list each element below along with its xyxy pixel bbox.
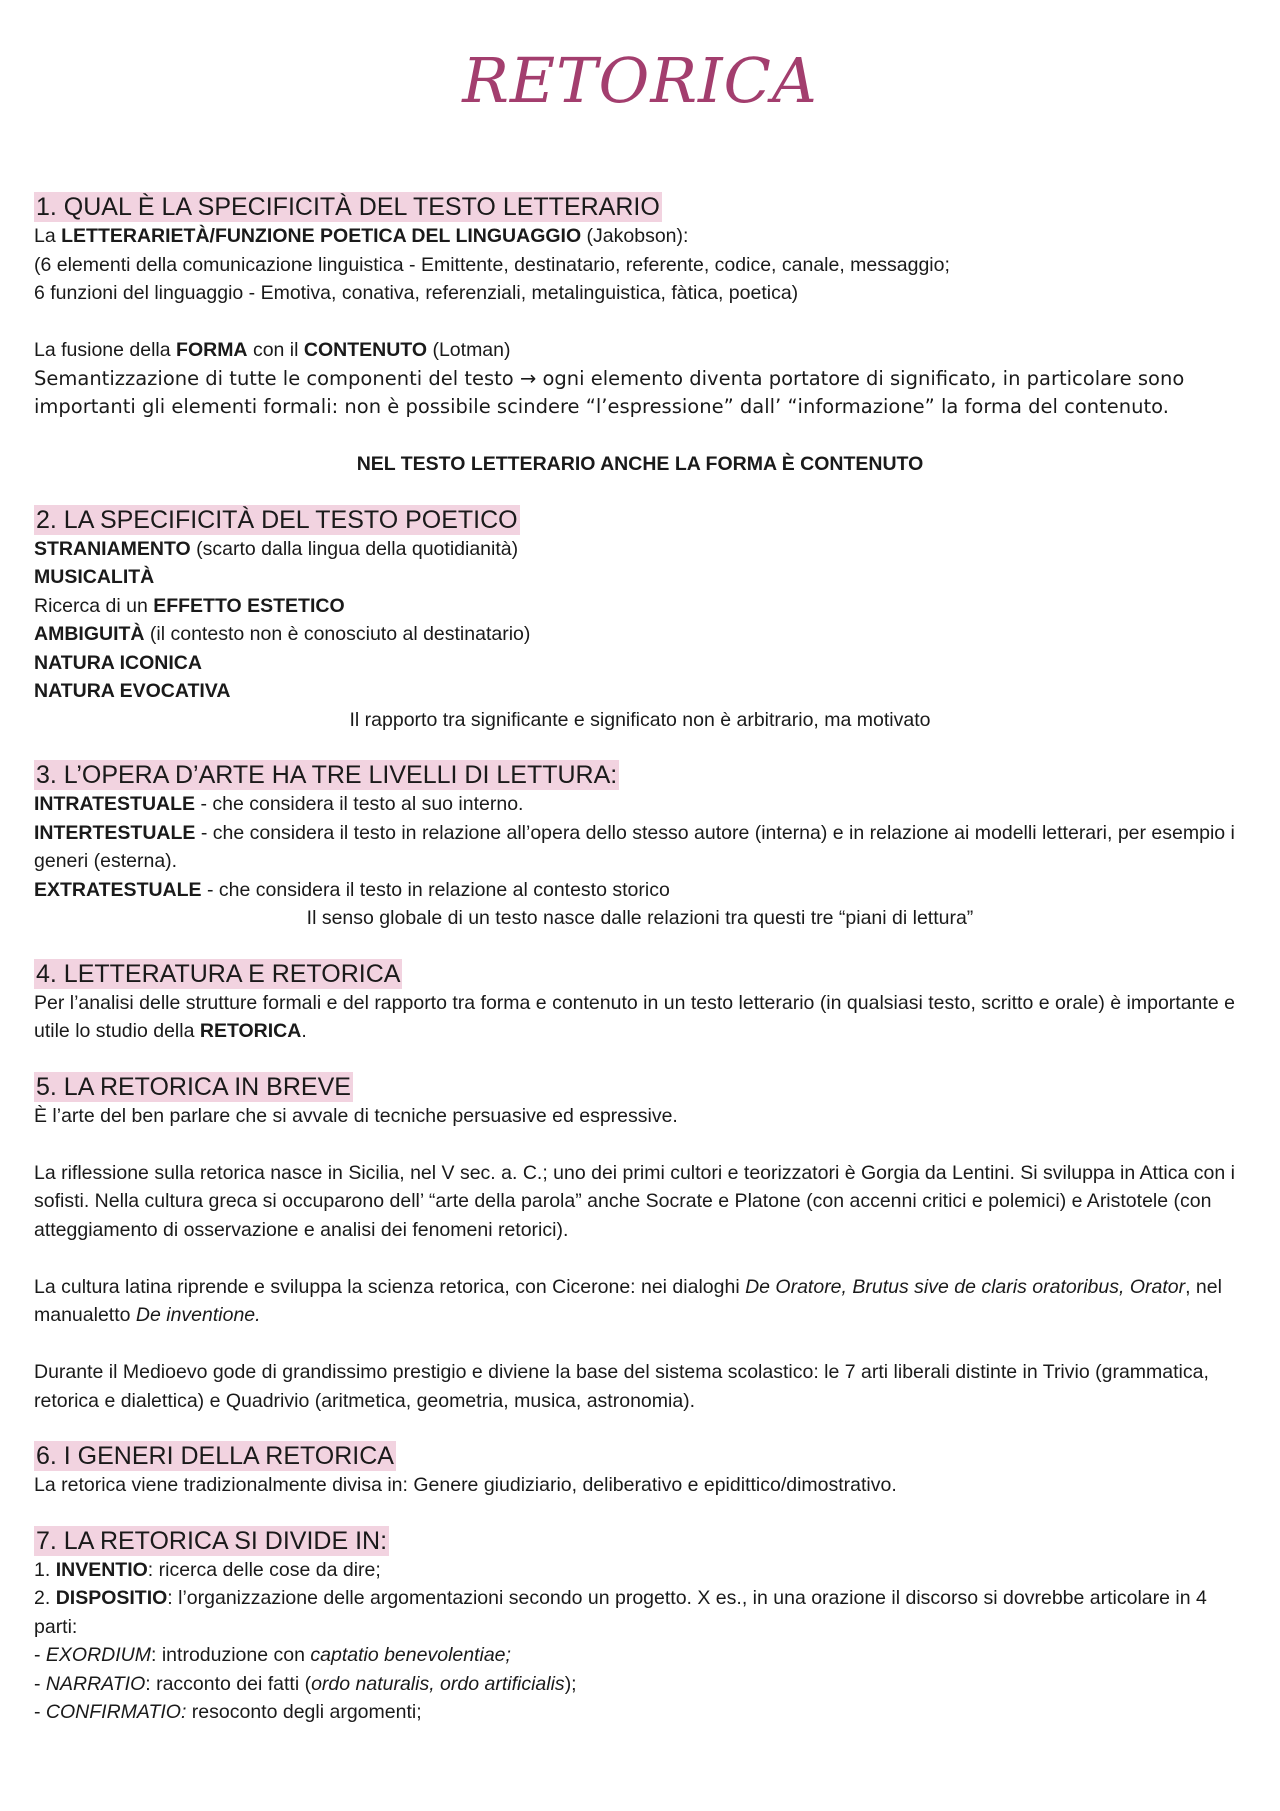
s4-paragraph: Per l’analisi delle strutture formali e del rapporto tra forma e contenuto in un testo letterario (in qualsiasi testo, scritto e orale) è importante e utile lo studio della RETORICA. (34, 991, 1235, 1042)
s7-item-2: 2. DISPOSITIO: l’organizzazione delle argomentazioni secondo un progetto. X es., in una orazione il discorso si dovrebbe articolare in 4 parti: (34, 1587, 1207, 1638)
section-1-heading: 1. QUAL È LA SPECIFICITÀ DEL TESTO LETTERARIO (36, 193, 660, 221)
s1-line-2: (6 elementi della comunicazione linguistica - Emittente, destinatario, referente, codice, canale, messaggio; (34, 253, 950, 276)
s2-item-2: MUSICALITÀ (34, 566, 155, 588)
s3-item-3: EXTRATESTUALE - che considera il testo in relazione al contesto storico (34, 878, 670, 901)
s2-item-6: NATURA EVOCATIVA (34, 680, 231, 702)
section-3-heading: 3. L’OPERA D’ARTE HA TRE LIVELLI DI LETTURA: (36, 761, 618, 789)
s2-item-3: Ricerca di un EFFETTO ESTETICO (34, 594, 345, 617)
section-7 (34, 1526, 1246, 1727)
s2-item-1: STRANIAMENTO (scarto dalla lingua della quotidianità) (34, 537, 519, 560)
section-5 (34, 1072, 1246, 1416)
s1-line-5: Semantizzazione di tutte le componenti del testo → ogni elemento diventa portatore di significato, in particolare sono importanti gli elementi formali: non è possibile scindere “l’espressione” dall’ “informazione” la forma del contenuto. (34, 366, 1185, 418)
section-5-heading: 5. LA RETORICA IN BREVE (36, 1072, 351, 1101)
s2-item-4: AMBIGUITÀ (il contesto non è conosciuto al destinatario) (34, 623, 531, 645)
s7-subitem-1: - EXORDIUM: introduzione con captatio benevolentiae; (34, 1644, 511, 1666)
s7-item-1: 1. INVENTIO: ricerca delle cose da dire; (34, 1558, 381, 1581)
section-4 (34, 959, 1246, 1046)
s5-paragraph-3: La cultura latina riprende e sviluppa la scienza retorica, con Cicerone: nei dialoghi De Oratore, Brutus sive de claris oratoribus, Orator, nel manualetto De inventione. (34, 1275, 1222, 1326)
section-3 (34, 760, 1246, 933)
section-4-heading: 4. LETTERATURA E RETORICA (36, 959, 401, 988)
section-2-heading: 2. LA SPECIFICITÀ DEL TESTO POETICO (36, 505, 518, 534)
s5-paragraph-1: È l’arte del ben parlare che si avvale di tecniche persuasive ed espressive. (34, 1104, 678, 1127)
s7-subitem-2: - NARRATIO: racconto dei fatti (ordo naturalis, ordo artificialis); (34, 1672, 577, 1695)
s1-line-3: 6 funzioni del linguaggio - Emotiva, conativa, referenziali, metalinguistica, fàtica, poetica) (34, 282, 799, 304)
section-6-heading: 6. I GENERI DELLA RETORICA (36, 1442, 394, 1470)
s5-paragraph-2: La riflessione sulla retorica nasce in Sicilia, nel V sec. a. C.; uno dei primi cultori e teorizzatori è Gorgia da Lentini. Si sviluppa in Attica con i sofisti. Nella cultura greca si occuparono dell’ “arte della parola” anche Socrate e Platone (con accenni critici e polemici) e Aristotele (con atteggiamento di osservazione e analisi dei fenomeni retorici). (34, 1161, 1235, 1241)
s1-line-4: La fusione della FORMA con il CONTENUTO (Lotman) (34, 339, 511, 361)
s3-item-1: INTRATESTUALE - che considera il testo al suo interno. (34, 793, 524, 815)
s3-center-statement: Il senso globale di un testo nasce dalle relazioni tra questi tre “piani di lettura” (306, 907, 974, 929)
s2-item-5: NATURA ICONICA (34, 651, 202, 674)
section-6 (34, 1441, 1246, 1500)
s2-center-statement: Il rapporto tra significante e significato non è arbitrario, ma motivato (349, 708, 931, 731)
section-2 (34, 505, 1246, 735)
s7-subitem-3: - CONFIRMATIO: resoconto degli argomenti; (34, 1701, 422, 1723)
s6-paragraph: La retorica viene tradizionalmente divisa in: Genere giudiziario, deliberativo e epidittico/dimostrativo. (34, 1474, 897, 1496)
s3-item-2: INTERTESTUALE - che considera il testo in relazione all’opera dello stesso autore (interna) e in relazione ai modelli letterari, per esempio i generi (esterna). (34, 821, 1235, 872)
page-title: RETORICA (462, 44, 818, 117)
s5-paragraph-4: Durante il Medioevo gode di grandissimo prestigio e diviene la base del sistema scolastico: le 7 arti liberali distinte in Trivio (grammatica, retorica e dialettica) e Quadrivio (aritmetica, geometria, musica, astronomia). (34, 1361, 1209, 1412)
s1-line-1: La LETTERARIETÀ/FUNZIONE POETICA DEL LINGUAGGIO (Jakobson): (34, 225, 689, 247)
s1-center-statement: NEL TESTO LETTERARIO ANCHE LA FORMA È CONTENUTO (356, 453, 924, 475)
section-1 (34, 192, 1246, 479)
section-7-heading: 7. LA RETORICA SI DIVIDE IN: (36, 1526, 388, 1555)
